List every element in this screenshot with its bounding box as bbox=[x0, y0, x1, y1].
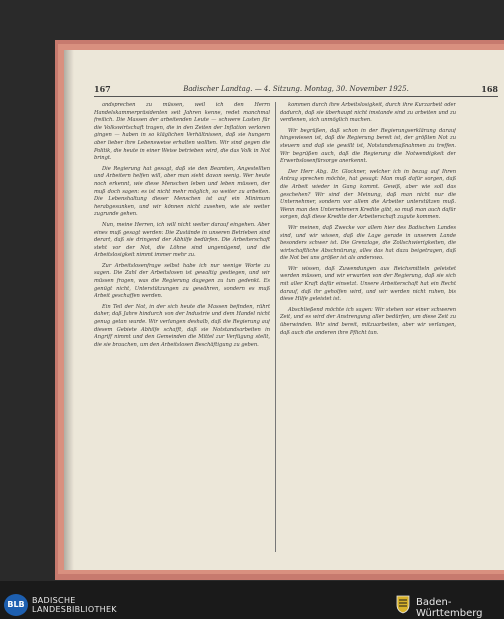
paragraph: Wir wissen, daß Zuwendungen aus Reichsmitteln geleistet werden müssen, und wir erwarten von der Regierung, daß sie sich mit aller Kraft dafür einsetzt. Unsere Arbeiterschaft hat ein Recht darauf, daß ihr geholfen wird, und wir werden nicht ruhen, bis diese Hilfe geleistet ist. bbox=[280, 265, 456, 303]
paragraph: Wir begrüßen, daß schon in der Regierungserklärung darauf hingewiesen ist, daß die Regierung bereit ist, der größten Not zu steuern und daß sie gewillt ist, Notstandsmaßnahmen zu treffen. Wir begrüßen auch, daß die Regierung die Notwendigkeit der Erwerbslosenfürsorge anerkennt. bbox=[280, 127, 456, 165]
paragraph: Die Regierung hat gesagt, daß sie den Beamten, Angestellten und Arbeitern helfen will, aber man sieht davon wenig. Wer heute noch erkennt, wie diese Menschen leben und leben müssen, der muß doch sagen: es ist nicht mehr möglich, so weiter zu arbeiten. Die Lebenshaltung dieser Menschen ist auf ein Minimum herabgesunken, und wir können nicht zusehen, wie sie weiter zugrunde gehen. bbox=[94, 165, 270, 218]
paragraph: Ein Teil der Not, in der sich heute die Massen befinden, rührt daher, daß Jahre hindurch von der Industrie und dem Handel nicht genug getan wurde. Wir verlangen deshalb, daß die Regierung auf diesem Gebiete Abhilfe schafft, daß sie Notstandsarbeiten in Angriff nimmt und den Gemeinden die Mittel zur Verfügung stellt, die sie brauchen, um den Arbeitslosen Beschäftigung zu geben. bbox=[94, 303, 270, 348]
library-name-line2: LANDESBIBLIOTHEK bbox=[32, 605, 117, 614]
paragraph: andsprechen zu müssen, weil ich den Herrn Handelskammerpräsidenten seit Jahren kenne, redet manchmal freilich. Die Massen der arbeitenden Leute — schwere Lasten für die Volkswirtschaft tragen, die in den Zeiten der Inflation verloren gingen — haben in so kläglichen Verhältnissen, daß sie hungern aber lieber ihre Lebensweise erhalten wollten. Wir sind gegen die Politik, die heute in einer Weise betrieben wird, die das Volk in Not bringt. bbox=[94, 102, 270, 162]
page-number-left: 167 bbox=[94, 84, 111, 94]
blb-logo-icon[interactable]: BLB bbox=[4, 594, 28, 616]
page-header bbox=[94, 84, 498, 97]
running-title: Badischer Landtag. — 4. Sitzung. Montag, 30. November 1925. bbox=[183, 85, 409, 93]
spine-shadow bbox=[64, 50, 74, 570]
paragraph: Abschließend möchte ich sagen: Wir stehen vor einer schweren Zeit, und es wird der Anstrengung aller bedürfen, um diese Zeit zu überwinden. Wir sind bereit, mitzuarbeiten, aber wir verlangen, daß auch die anderen ihre Pflicht tun. bbox=[280, 306, 456, 336]
paragraph: Zur Arbeitslosenfrage selbst habe ich nur wenige Worte zu sagen. Die Zahl der Arbeitslosen ist gewaltig gestiegen, und wir müssen fragen, was die Regierung dagegen zu tun gedenkt. Es genügt nicht, Unterstützungen zu gewähren, sondern es muß Arbeit geschaffen werden. bbox=[94, 262, 270, 300]
paragraph: kommen durch ihre Arbeitslosigkeit, durch ihre Kurzarbeit oder dadurch, daß sie überhaupt nicht imstande sind zu arbeiten und zu verdienen, sich unmöglich machen. bbox=[280, 102, 456, 124]
library-name-line1: BADISCHE bbox=[32, 596, 76, 605]
paragraph: Wir meinen, daß Zwecke vor allem hier des Badischen Landes sind, und wir wissen, daß die Lage gerade in unserem Lande besonders schwer ist. Die Grenzlage, die Zollschwierigkeiten, die wirtschaftliche Abschnürung, alles das hat dazu beigetragen, daß die Not bei uns größer ist als anderswo. bbox=[280, 224, 456, 262]
page-number-right: 168 bbox=[481, 84, 498, 94]
column-right bbox=[280, 102, 456, 552]
column-divider bbox=[275, 102, 276, 552]
paragraph: Nun, meine Herren, ich will nicht weiter darauf eingehen. Aber eines muß gesagt werden: Die Zustände in unseren Betrieben sind derart, daß sie dringend der Abhilfe bedürfen. Die Arbeiterschaft steht vor der Not, die Löhne sind ungenügend, und die Arbeitslosigkeit nimmt immer mehr zu. bbox=[94, 221, 270, 259]
column-left bbox=[94, 102, 270, 552]
paragraph: Der Herr Abg. Dr. Glockner, welcher ich in bezug auf Ihren Antrag sprechen möchte, hat gesagt: Man muß dafür sorgen, daß die Arbeit wieder in Gang kommt. Gewiß, aber wie soll das geschehen? Wir sind der Meinung, daß man nicht nur die Unternehmer, sondern vor allem die Arbeiter unterstützen muß. Wenn man den Unternehmern Kredite gibt, so muß man auch dafür sorgen, daß diese Kredite der Arbeiterschaft zugute kommen. bbox=[280, 168, 456, 221]
library-name[interactable] bbox=[32, 596, 117, 614]
scanned-page bbox=[64, 50, 504, 570]
text-columns bbox=[94, 102, 498, 552]
state-name[interactable]: Baden-Württemberg bbox=[416, 597, 483, 619]
coat-of-arms-icon bbox=[395, 594, 411, 614]
